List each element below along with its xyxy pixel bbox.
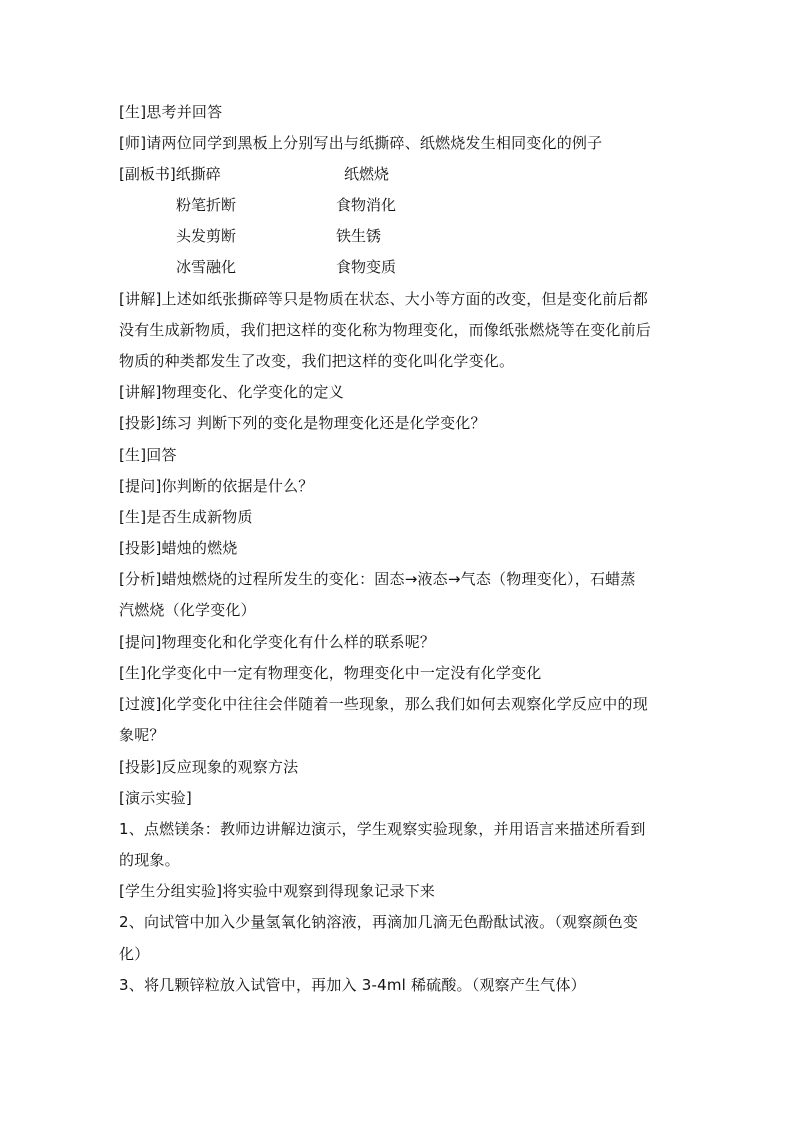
text-line: 3、将几颗锌粒放入试管中，再加入 3-4ml 稀硫酸。（观察产生气体） [119,976,586,994]
text-line: 的现象。 [119,851,180,869]
text-line: [提问]物理变化和化学变化有什么样的联系呢？ [119,633,436,651]
example-right: 食物消化 [336,196,397,214]
text-line: 汽燃烧（化学变化） [119,601,256,619]
text-line: [分析]蜡烛燃烧的过程所发生的变化：固态→液态→气态（物理变化），石蜡蒸 [119,570,636,588]
text-line: [生]思考并回答 [119,103,223,121]
text-line: [讲解]物理变化、化学变化的定义 [119,383,344,401]
board-note-right: 纸燃烧 [344,165,390,183]
text-line: [生]是否生成新物质 [119,508,253,526]
text-line: 象呢？ [119,726,165,744]
text-line: [生]化学变化中一定有物理变化，物理变化中一定没有化学变化 [119,664,542,682]
text-line: [投影]反应现象的观察方法 [119,758,299,776]
example-left: 冰雪融化 [176,258,237,276]
text-line: 化） [119,945,150,963]
text-line: [投影]蜡烛的燃烧 [119,539,238,557]
text-line: [过渡]化学变化中往往会伴随着一些现象，那么我们如何去观察化学反应中的现 [119,695,648,713]
example-right: 铁生锈 [336,227,382,245]
text-line: [演示实验] [119,789,192,807]
text-line: 物质的种类都发生了改变，我们把这样的变化叫化学变化。 [119,352,515,370]
example-left: 头发剪断 [176,227,237,245]
text-line: 1、点燃镁条：教师边讲解边演示，学生观察实验现象，并用语言来描述所看到 [119,820,646,838]
text-line: [学生分组实验]将实验中观察到得现象记录下来 [119,882,436,900]
example-left: 粉笔折断 [176,196,237,214]
example-right: 食物变质 [336,258,397,276]
text-line: [提问]你判断的依据是什么？ [119,477,314,495]
text-line: [讲解]上述如纸张撕碎等只是物质在状态、大小等方面的改变，但是变化前后都 [119,290,648,308]
text-line: [生]回答 [119,446,177,464]
text-line: 2、向试管中加入少量氢氧化钠溶液，再滴加几滴无色酚酞试液。（观察颜色变 [119,913,639,931]
text-line: [投影]练习 判断下列的变化是物理变化还是化学变化？ [119,414,486,432]
text-line: [师]请两位同学到黑板上分别写出与纸撕碎、纸燃烧发生相同变化的例子 [119,134,603,152]
text-line: 没有生成新物质，我们把这样的变化称为物理变化，而像纸张燃烧等在变化前后 [119,321,652,339]
board-note-label: [副板书]纸撕碎 [119,165,221,183]
